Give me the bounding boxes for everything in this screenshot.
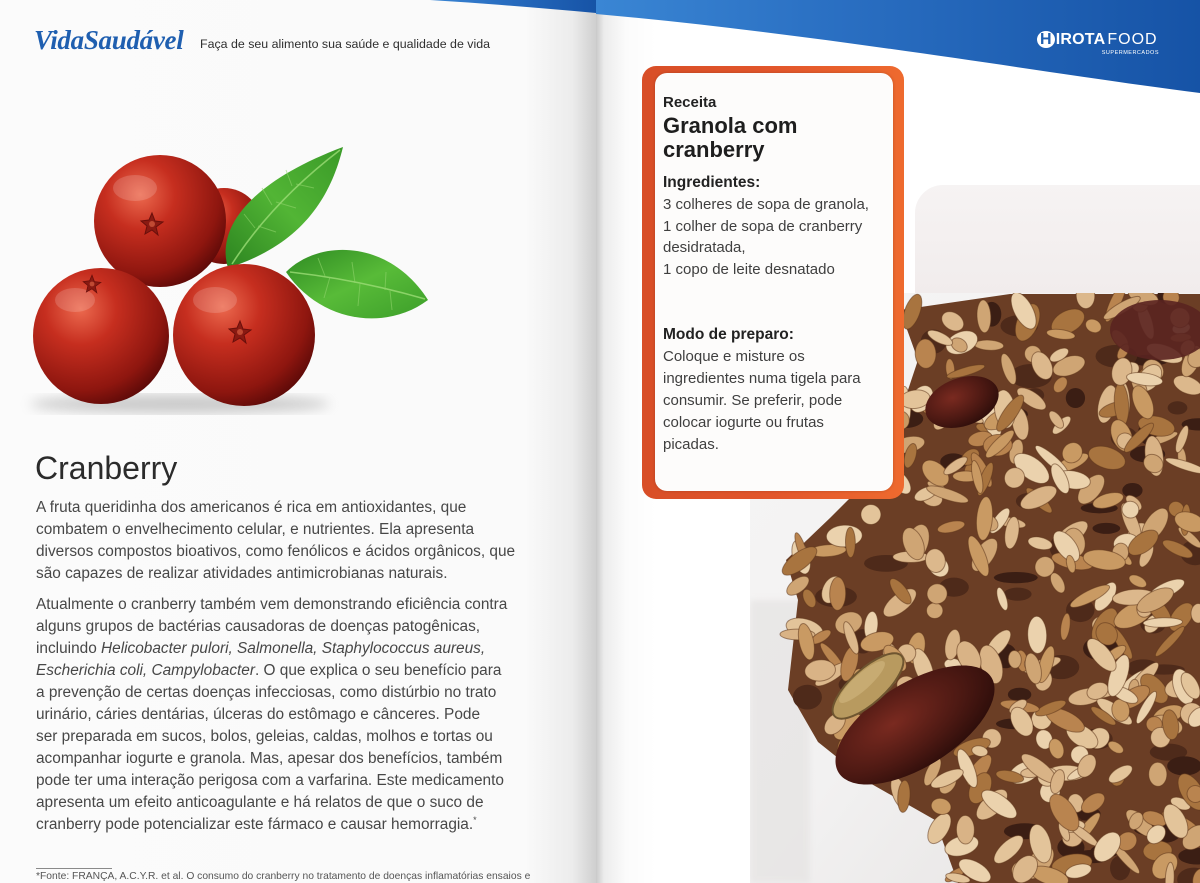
- text-line: pode ter uma interação perigosa com a varfarina. Este medicamento: [36, 772, 504, 789]
- article-title: Cranberry: [35, 450, 178, 486]
- text-line: diversos compostos bioativos, como fenólicos e ácidos orgânicos, que: [36, 543, 516, 560]
- recipe-card: [655, 73, 893, 491]
- granola-shadow: [793, 685, 822, 710]
- footnote-marker: *: [473, 814, 477, 825]
- ingredient-item: 1 copo de leite desnatado: [663, 261, 835, 279]
- ingredient-item: 3 colheres de sopa de granola,: [663, 196, 869, 213]
- recipe-kicker: Receita: [663, 94, 717, 111]
- granola-shadow: [994, 572, 1038, 583]
- cranberries-illustration: [20, 135, 440, 420]
- footnote-divider: [36, 868, 112, 869]
- oat-flake: [829, 577, 846, 611]
- bacteria-names: Escherichia coli, Campylobacter: [36, 662, 255, 679]
- logo-suffix: FOOD: [1107, 31, 1158, 48]
- ingredients-list: [663, 194, 869, 281]
- method-line: Coloque e misture os: [663, 348, 805, 365]
- logo-subtitle: SUPERMERCADOS: [1101, 50, 1159, 56]
- method-line: picadas.: [663, 436, 719, 453]
- ingredient-item: desidratada,: [663, 239, 746, 257]
- hirota-food-logo: [1037, 31, 1161, 59]
- text-line: acompanhar iogurte e granola. Mas, apesar dos benefícios, também: [36, 750, 503, 767]
- recipe-title: Granola com cranberry: [663, 113, 798, 162]
- method-line: ingredientes numa tigela para: [663, 370, 861, 387]
- text-line: A fruta queridinha dos americanos é rica em antioxidantes, que: [36, 499, 467, 516]
- magazine-tagline: Faça de seu alimento sua saúde e qualidade de vida: [200, 37, 491, 51]
- article-paragraph-1: [36, 497, 515, 585]
- oat-flake: [956, 815, 974, 844]
- text-line: alguns grupos de bactérias causadoras de doenças patogênicas,: [36, 618, 481, 635]
- granola-shadow: [1168, 401, 1188, 414]
- method-line: consumir. Se preferir, pode: [663, 392, 843, 409]
- footnote: *Fonte: FRANÇA, A.C.Y.R. et al. O consumo do cranberry no tratamento de doenças inflamatórias ensaios e: [36, 871, 531, 882]
- oat-flake: [1148, 762, 1167, 787]
- background-panel: [915, 185, 1200, 295]
- text-line: são capazes de realizar atividades antimicrobianas naturais.: [36, 565, 448, 582]
- granola-shadow: [1066, 388, 1085, 408]
- method-line: colocar iogurte ou frutas: [663, 414, 824, 431]
- logo-name: HIROTA: [1040, 31, 1106, 48]
- granola-shadow: [1008, 688, 1031, 702]
- bacteria-names: Helicobacter pulori, Salmonella, Staphylococcus aureus,: [101, 640, 486, 657]
- text-line: Atualmente o cranberry também vem demonstrando eficiência contra: [36, 596, 508, 613]
- cranberry-bottom-left: [33, 268, 169, 404]
- magazine-brand: VidaSaudável: [34, 25, 184, 55]
- cranberry-top: [94, 155, 226, 287]
- text-line: combatem o envelhecimento celular, e nutrientes. Ela apresenta: [36, 521, 475, 538]
- text-line: Escherichia coli, Campylobacter. O que explica o seu benefício para: [36, 662, 502, 679]
- text-line: apresenta um efeito anticoagulante e há relatos de que o suco de: [36, 794, 484, 811]
- granola-shadow: [1004, 588, 1032, 601]
- oat-flake: [845, 527, 855, 558]
- text-line: cranberry pode potencializar este fármaco e causar hemorragia.*: [36, 814, 477, 833]
- header-band-left-strip: [430, 0, 596, 13]
- ingredients-heading: Ingredientes:: [663, 174, 761, 191]
- ingredient-item: 1 colher de sopa de cranberry: [663, 217, 863, 235]
- text-line: incluindo Helicobacter pulori, Salmonella, Staphylococcus aureus,: [36, 640, 486, 657]
- granola-shadow: [1093, 523, 1121, 534]
- method-text: [663, 346, 861, 456]
- text-line: ser preparada em sucos, bolos, geleias, caldas, molhos e tortas ou: [36, 728, 493, 745]
- article-paragraph-2: [36, 594, 507, 836]
- text-line: a prevenção de certas doenças infecciosas, como distúrbio no trato: [36, 684, 497, 701]
- method-heading: Modo de preparo:: [663, 326, 794, 343]
- oat-flake: [927, 603, 943, 619]
- text-line: urinário, cáries dentárias, úlceras do estômago e cânceres. Pode: [36, 706, 481, 723]
